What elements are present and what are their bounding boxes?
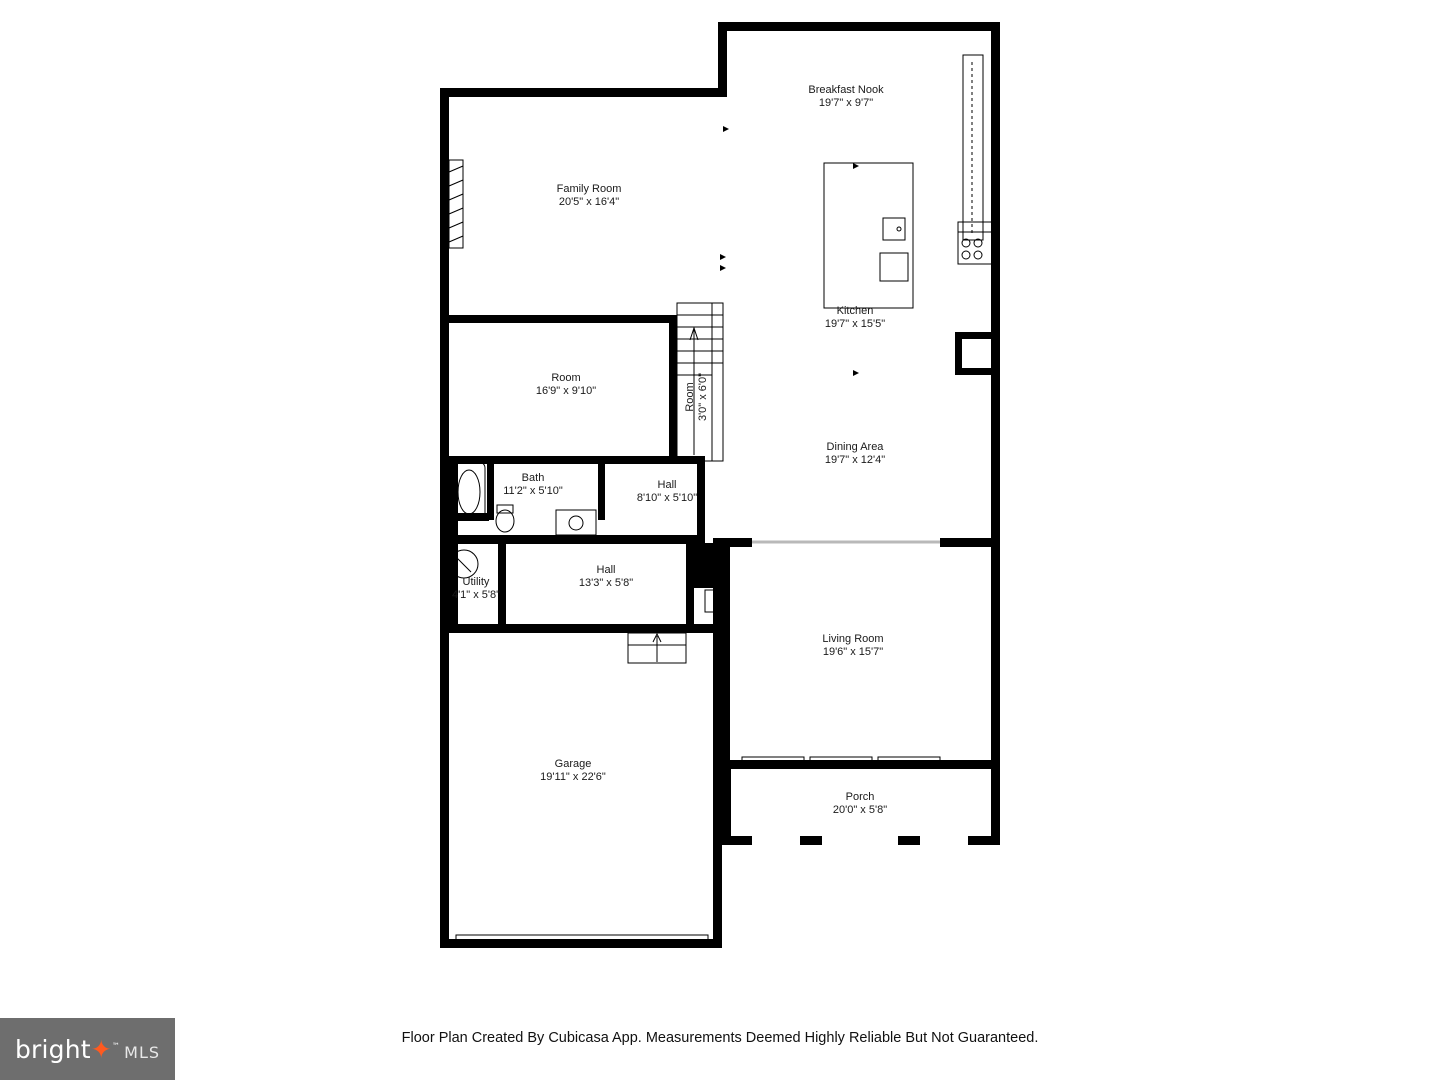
room-dimensions: 8'10" x 5'10" <box>636 492 698 504</box>
room-name: Hall <box>657 479 677 491</box>
bath-fixtures <box>453 462 596 535</box>
room-dimensions: 13'3" x 5'8" <box>578 577 634 589</box>
entry-steps <box>628 633 686 663</box>
room-dimensions: 4'1" x 5'8" <box>451 589 501 601</box>
room-dimensions: 19'7" x 15'5" <box>824 318 886 330</box>
room-name: Bath <box>521 472 545 484</box>
room-dimensions: 19'7" x 12'4" <box>824 454 886 466</box>
exterior-walls <box>440 22 1000 948</box>
room-name: Utility <box>462 576 490 588</box>
room-dimensions: 19'7" x 9'7" <box>818 97 874 109</box>
brand-logo <box>0 1018 175 1080</box>
brand-name: bright <box>14 1034 91 1064</box>
room-name: Room <box>551 372 581 384</box>
room-dimensions: 19'11" x 22'6" <box>540 771 606 783</box>
room-name: Hall <box>596 564 616 576</box>
room-name: Kitchen <box>836 305 874 317</box>
room-name: Dining Area <box>826 441 884 453</box>
room-name: Garage <box>554 758 592 770</box>
room-dimensions: 3'0" x 6'0" <box>697 372 709 422</box>
room-dimensions: 19'6" x 15'7" <box>822 646 884 658</box>
brand-suffix: MLS <box>124 1042 161 1062</box>
room-dimensions: 20'0" x 5'8" <box>832 804 888 816</box>
closet-hatch <box>449 160 463 248</box>
room-name: Family Room <box>556 183 622 195</box>
door-markers <box>716 126 999 804</box>
brand-text <box>15 1035 160 1064</box>
room-name: Porch <box>845 791 875 803</box>
room-name: Room <box>684 382 696 412</box>
staircase <box>677 303 723 461</box>
room-name: Breakfast Nook <box>808 84 884 96</box>
room-dimensions: 20'5" x 16'4" <box>558 196 620 208</box>
room-dimensions: 16'9" x 9'10" <box>535 385 597 397</box>
brand-star-icon: ✦ <box>90 1034 112 1064</box>
footer-note: Floor Plan Created By Cubicasa App. Measurements Deemed Highly Reliable But Not Guaranteed. <box>401 1030 1039 1046</box>
room-dimensions: 11'2" x 5'10" <box>503 485 563 497</box>
room-name: Living Room <box>822 633 884 645</box>
brand-trademark: ™ <box>111 1041 121 1051</box>
kitchen-fixtures <box>824 163 992 308</box>
